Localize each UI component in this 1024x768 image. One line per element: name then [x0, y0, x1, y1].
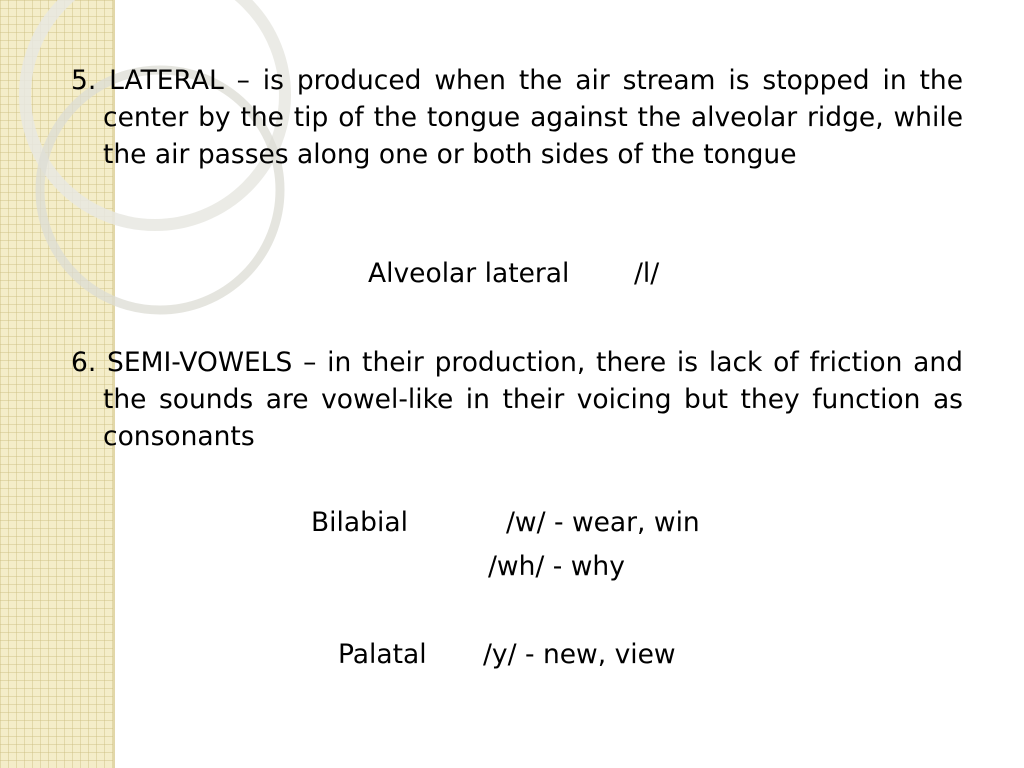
lateral-definition: 5. LATERAL – is produced when the air stream is stopped in the center by the tip of the tongue against the alveolar ridge, while the air passes along one or both sides of the tongue — [71, 65, 963, 170]
lateral-example-symbol: /l/ — [634, 258, 660, 289]
semi-vowels-definition: 6. SEMI-VOWELS – in their production, there is lack of friction and the sounds are vowel-like in their voicing but they function as consonants — [71, 347, 963, 452]
palatal-y-example: /y/ - new, view — [483, 639, 676, 670]
bilabial-term: Bilabial — [311, 507, 408, 538]
palatal-term: Palatal — [338, 639, 427, 670]
bilabial-w-example: /w/ - wear, win — [506, 507, 700, 538]
bilabial-wh-example: /wh/ - why — [488, 551, 625, 582]
lateral-example-term: Alveolar lateral — [368, 258, 570, 289]
